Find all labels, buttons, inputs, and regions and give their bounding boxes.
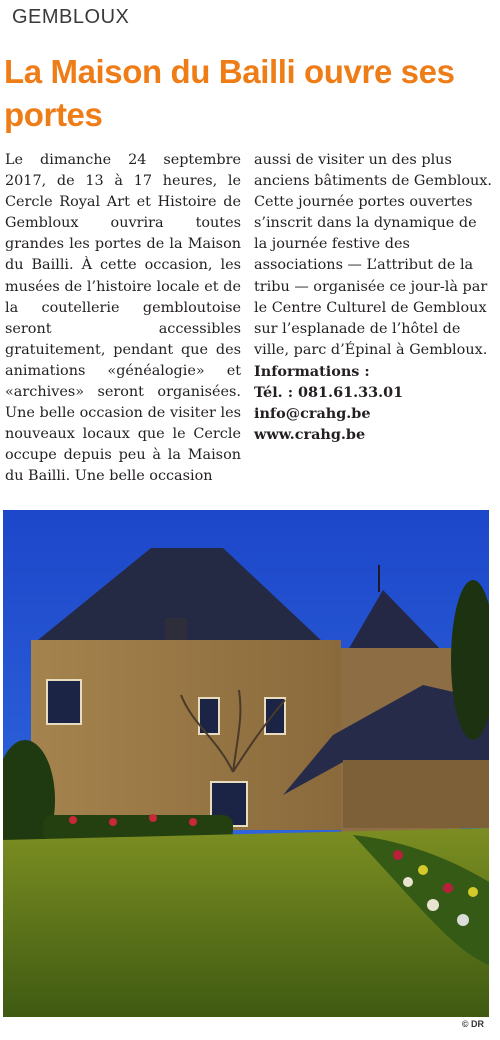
dormer: [165, 618, 187, 642]
body-paragraph: Cette journée portes ouvertes s’inscrit dans la dynamique de la journée festive des associations — L’attribut de la tribu — organisée ce jour-là par le Centre Culturel de Gembloux sur l’esplanade de l’hôtel de ville, parc d’Épinal à Gembloux.: [254, 194, 488, 358]
section-label: GEMBLOUX: [12, 6, 130, 28]
annex-wall: [343, 760, 489, 828]
info-website[interactable]: www.crahg.be: [254, 426, 366, 444]
body-paragraph: aussi de visiter un des plus anciens bâtiments de Gembloux.: [254, 152, 493, 190]
article-headline: La Maison du Bailli ouvre ses portes: [4, 53, 455, 133]
window: [47, 680, 81, 724]
photo-credit: © DR: [461, 1019, 484, 1029]
info-heading: Informations :: [254, 362, 370, 380]
article-column-left: [5, 150, 241, 488]
info-phone-email: Tél. : 081.61.33.01 info@crahg.be: [254, 384, 404, 423]
photo-maison-du-bailli: [3, 510, 489, 1017]
main-wall: [31, 640, 341, 830]
body-paragraph: Le dimanche 24 septembre 2017, de 13 à 17 heures, le Cercle Royal Art et Histoire de Gembloux ouvrira toutes grandes les portes de la Maison du Bailli. À cette occasion, les musées de l’histoire locale et de la coutellerie gembloutoise seront accessibles gratuitement, pendant que des animations «généalogie» et «archives» seront organisées. Une belle occasion de visiter les nouveaux locaux que le Cercle occupe depuis peu à la Maison du Bailli. Une belle occasion: [5, 152, 241, 485]
article-column-right: [254, 150, 494, 445]
